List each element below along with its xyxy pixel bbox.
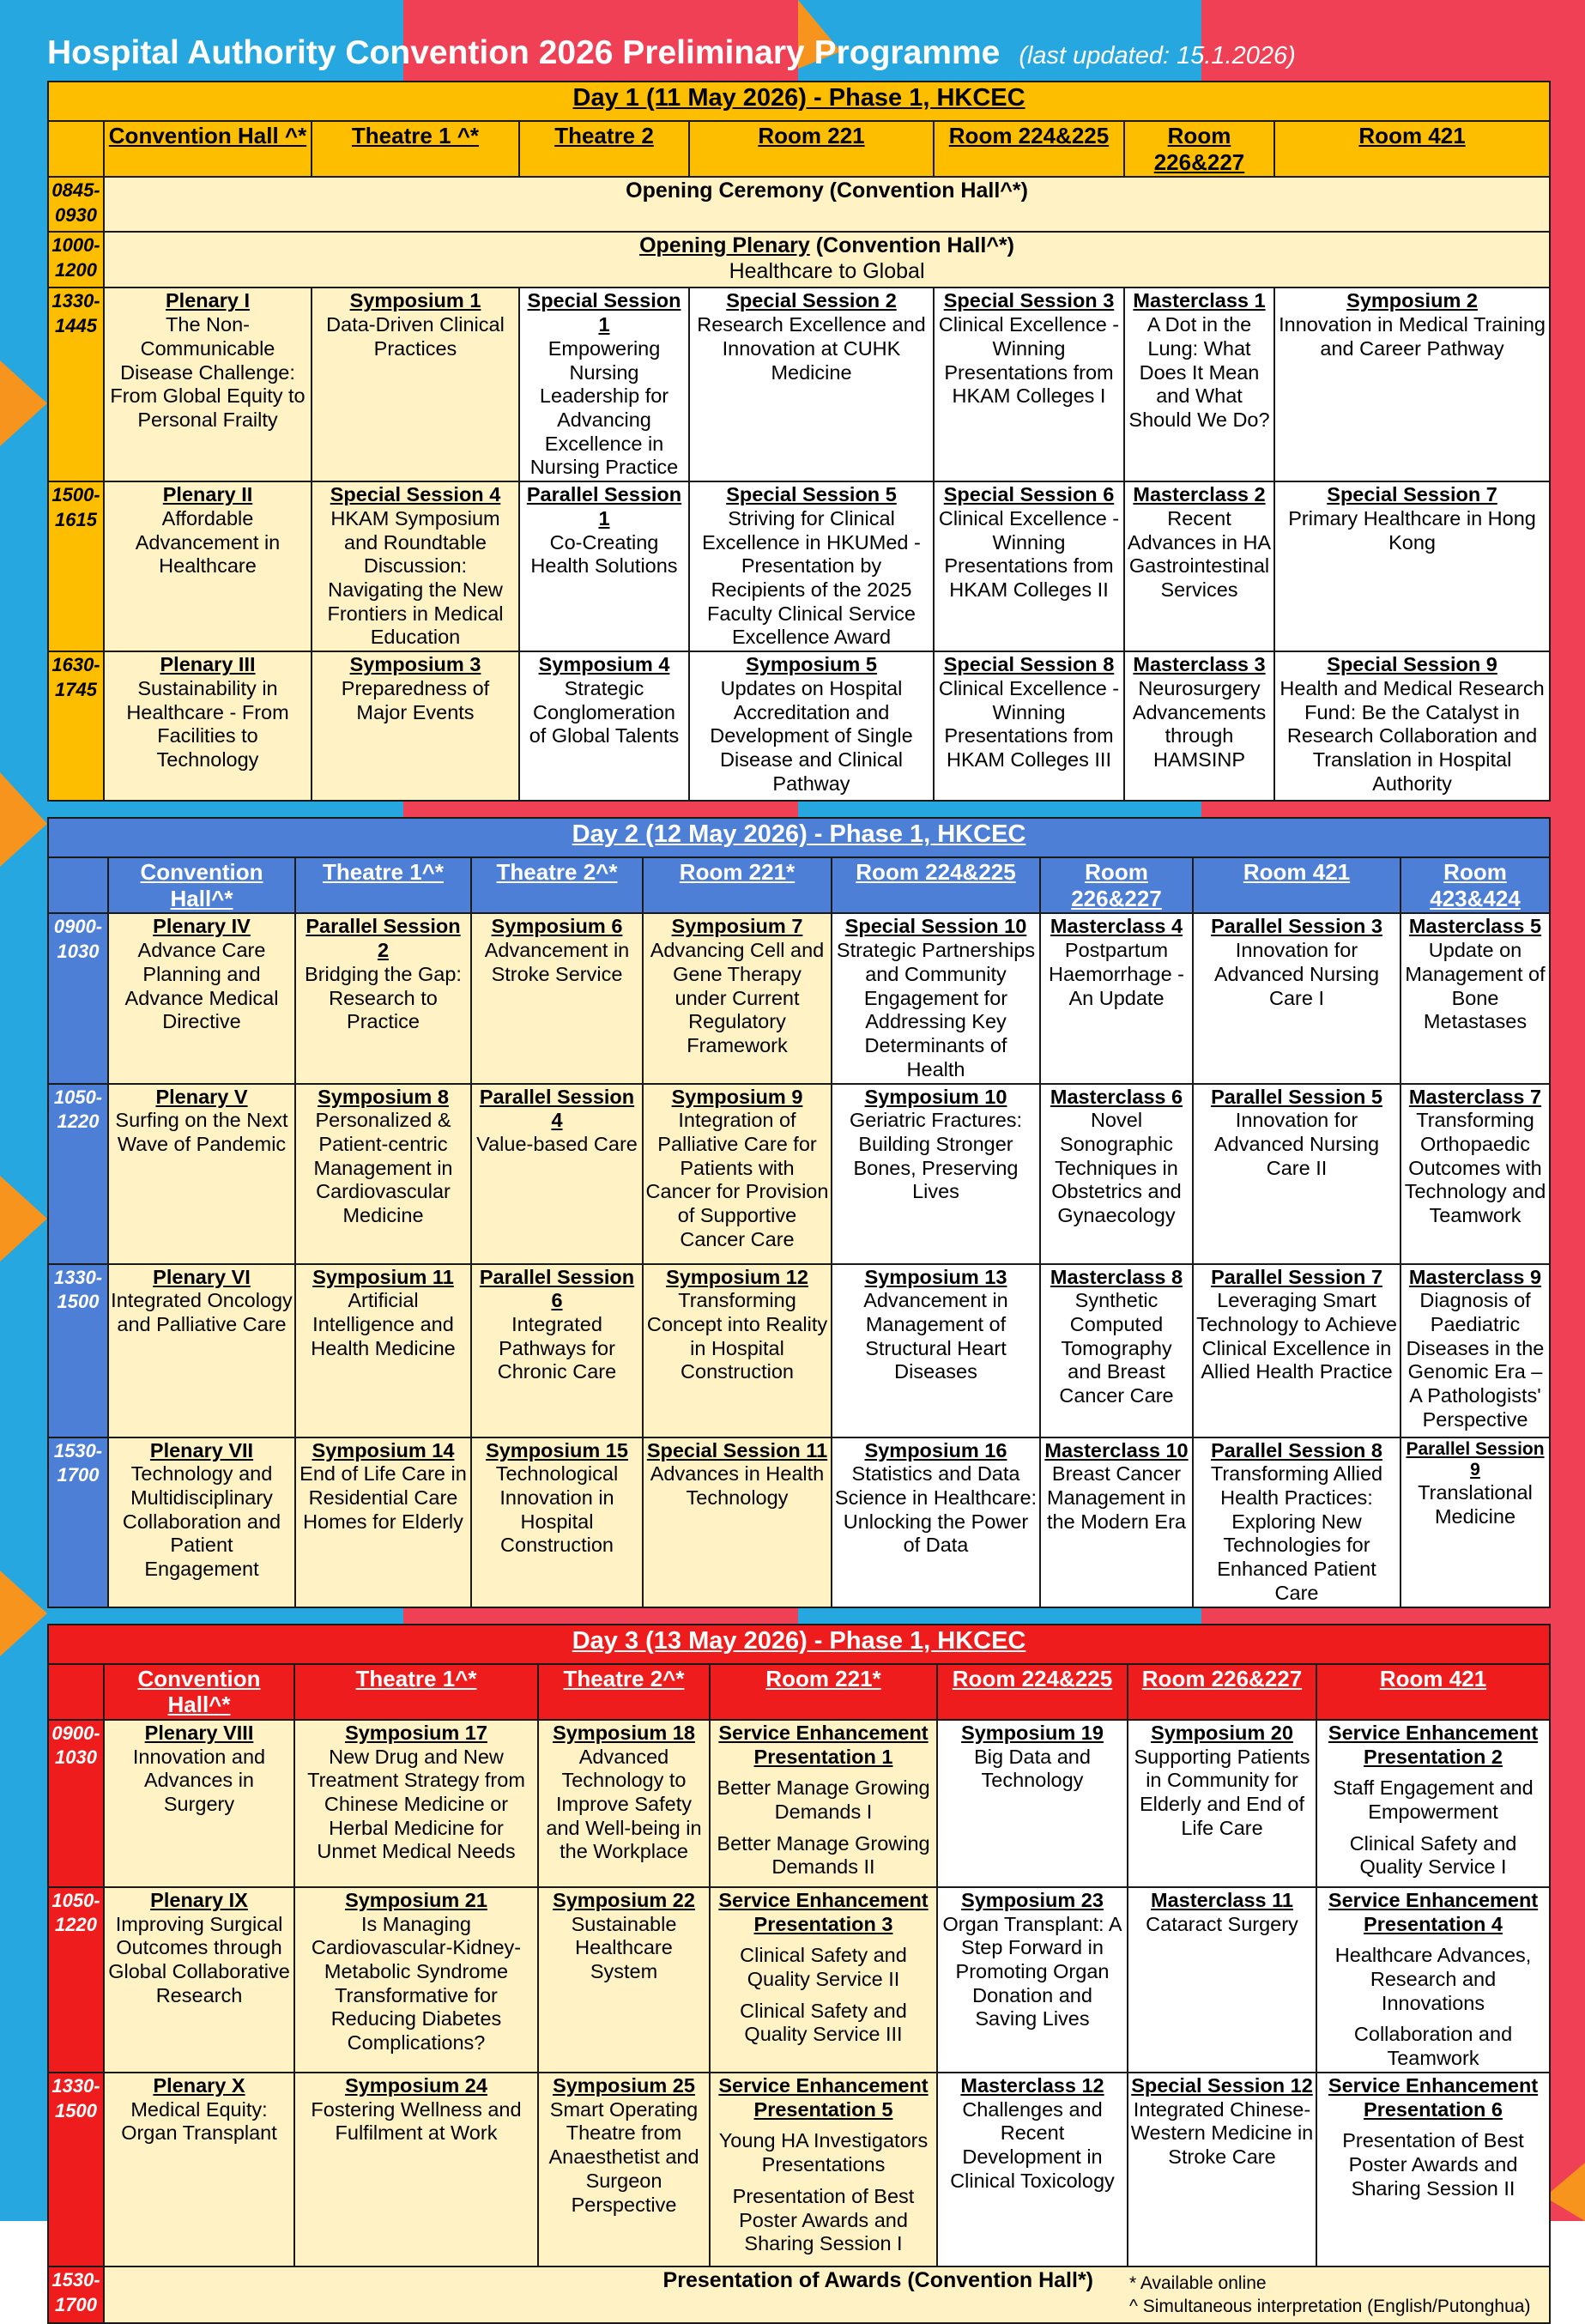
session-cell: [538, 1720, 710, 1887]
presentation-of-awards: Presentation of Awards (Convention Hall*): [104, 2267, 1128, 2323]
session-title: Symposium 6: [491, 915, 623, 938]
day2-header: Day 2 (12 May 2026) - Phase 1, HKCEC: [48, 818, 1550, 857]
session-cell: [538, 2073, 710, 2267]
session-title: Service Enhancement Presentation 3: [718, 1888, 929, 1935]
session-title: Plenary III: [160, 653, 256, 676]
session-cell: [104, 1887, 294, 2073]
session-title: Plenary I: [166, 289, 250, 312]
session-topic: Smart Operating Theatre from Anaesthetist and Surgeon Perspective: [548, 2097, 699, 2216]
session-title: Symposium 4: [538, 653, 670, 676]
session-topic: HKAM Symposium and Roundtable Discussion: Navigating the New Frontiers in Medical Education: [327, 506, 504, 649]
session-title: Parallel Session 5: [1211, 1085, 1382, 1108]
session-cell: [710, 1887, 937, 2073]
session-cell: [937, 2073, 1128, 2267]
session-title: Service Enhancement Presentation 5: [718, 2073, 929, 2121]
day1-table: [47, 81, 1551, 802]
session-topic: Advances in Health Technology: [650, 1462, 825, 1509]
session-cell: [295, 1084, 471, 1264]
session-topic: Staff Engagement and Empowerment: [1333, 1776, 1534, 1824]
session-cell: [295, 913, 471, 1083]
session-title: Symposium 12: [666, 1265, 808, 1288]
session-title: Masterclass 10: [1044, 1438, 1189, 1462]
session-topic: Medical Equity: Organ Transplant: [121, 2097, 277, 2145]
session-title: Symposium 17: [345, 1721, 487, 1744]
venue-header: Room 224&225: [934, 121, 1124, 177]
venue-header: Convention Hall ^*: [104, 121, 312, 177]
session-topic: Better Manage Growing Demands II: [717, 1831, 930, 1879]
time-slot: 1000-1200: [48, 232, 104, 287]
day2-session-row: [48, 913, 1550, 1083]
day1-session-row: [48, 651, 1550, 801]
session-title: Special Session 6: [943, 483, 1115, 506]
session-title: Masterclass 8: [1050, 1265, 1183, 1288]
session-title: Parallel Session 3: [1211, 915, 1382, 938]
session-cell: [1400, 1084, 1550, 1264]
session-topic: Fostering Wellness and Fulfilment at Work: [311, 2097, 522, 2145]
session-topic: Leveraging Smart Technology to Achieve Clinical Excellence in Allied Health Practice: [1196, 1289, 1397, 1383]
session-title: Special Session 5: [726, 483, 897, 506]
session-title: Service Enhancement Presentation 4: [1328, 1888, 1539, 1935]
session-title: Symposium 16: [864, 1438, 1007, 1462]
session-topic: Innovation and Advances in Surgery: [132, 1745, 266, 1816]
session-title: Plenary II: [162, 483, 253, 506]
session-topic: Integrated Oncology and Palliative Care: [111, 1289, 293, 1335]
session-topic: Translational Medicine: [1418, 1481, 1533, 1528]
session-title: Masterclass 12: [960, 2073, 1104, 2097]
session-topic: Better Manage Growing Demands I: [717, 1776, 930, 1824]
session-cell: [832, 913, 1040, 1083]
session-title: Symposium 2: [1346, 289, 1478, 312]
day2-session-row: [48, 1264, 1550, 1437]
time-slot: 1530-1700: [48, 1437, 108, 1607]
day3-session-row: [48, 1720, 1550, 1887]
opening-ceremony: Opening Ceremony (Convention Hall^*): [104, 177, 1550, 232]
session-cell: [1316, 2073, 1550, 2267]
session-title: Parallel Session 8: [1211, 1438, 1382, 1462]
session-title: Symposium 14: [312, 1438, 455, 1462]
session-topic: Synthetic Computed Tomography and Breast Cancer Care: [1059, 1289, 1174, 1407]
session-cell: [1128, 1720, 1316, 1887]
venue-header: Theatre 1^*: [295, 857, 471, 913]
time-col-header: [48, 1664, 104, 1720]
session-topic: Clinical Safety and Quality Service I: [1349, 1831, 1517, 1879]
day2-session-row: [48, 1437, 1550, 1607]
footnote-interpretation: ^ Simultaneous interpretation (English/Putonghua): [1129, 2296, 1531, 2316]
session-topic: Bridging the Gap: Research to Practice: [305, 962, 462, 1033]
session-cell: [689, 651, 934, 801]
session-topic: Innovation for Advanced Nursing Care I: [1213, 939, 1380, 1009]
session-cell: [104, 1720, 294, 1887]
session-title: Plenary IX: [150, 1888, 248, 1911]
session-topic: Breast Cancer Management in the Modern Era: [1047, 1462, 1186, 1533]
session-cell: [108, 913, 295, 1083]
session-topic: Challenges and Recent Development in Clinical Toxicology: [950, 2097, 1115, 2192]
session-topic: Surfing on the Next Wave of Pandemic: [115, 1109, 288, 1155]
session-topic: Integration of Palliative Care for Patients with Cancer for Provision of Supportive Cancer Care: [645, 1109, 829, 1250]
venue-header: Room 221: [689, 121, 934, 177]
session-cell: [104, 287, 312, 481]
session-topic: Is Managing Cardiovascular-Kidney-Metabolic Syndrome Transformative for Reducing Diabetes Complications?: [311, 1912, 522, 2055]
session-title: Service Enhancement Presentation 6: [1328, 2073, 1539, 2121]
session-title: Symposium 13: [864, 1265, 1007, 1288]
venue-header: Convention Hall^*: [104, 1664, 294, 1720]
session-cell: [1128, 2073, 1316, 2267]
session-cell: [643, 1084, 832, 1264]
opening-plenary-venue: (Convention Hall^*): [809, 233, 1014, 258]
session-cell: [1193, 913, 1400, 1083]
day1-session-row: [48, 481, 1550, 651]
session-topic: Advancement in Stroke Service: [484, 939, 630, 985]
session-title: Parallel Session 1: [526, 483, 682, 530]
session-cell: [471, 1084, 643, 1264]
session-cell: [1193, 1437, 1400, 1607]
session-cell: [643, 1437, 832, 1607]
session-topic: Clinical Excellence - Winning Presentations from HKAM Colleges I: [938, 313, 1120, 408]
session-cell: [312, 287, 519, 481]
venue-header: Room 421: [1193, 857, 1400, 913]
session-title: Special Session 9: [1327, 653, 1497, 676]
session-title: Symposium 11: [312, 1265, 454, 1288]
session-title: Parallel Session 6: [479, 1265, 635, 1312]
session-topic: Transforming Allied Health Practices: Exploring New Technologies for Enhanced Patient Care: [1210, 1462, 1383, 1604]
session-title: Symposium 5: [746, 653, 877, 676]
session-title: Symposium 7: [671, 915, 803, 938]
session-topic: Cataract Surgery: [1146, 1912, 1298, 1935]
session-title: Special Session 8: [943, 653, 1115, 676]
session-cell: [1274, 287, 1550, 481]
session-topic: Value-based Care: [476, 1132, 638, 1155]
session-title: Symposium 24: [345, 2073, 487, 2097]
session-cell: [108, 1437, 295, 1607]
session-cell: [538, 1887, 710, 2073]
session-topic: Transforming Concept into Reality in Hospital Construction: [646, 1289, 828, 1383]
session-cell: [1040, 1084, 1193, 1264]
session-title: Masterclass 1: [1133, 289, 1266, 312]
venue-header: Theatre 2^*: [471, 857, 643, 913]
session-topic: Research Excellence and Innovation at CUHK Medicine: [697, 313, 926, 384]
session-cell: [1316, 1887, 1550, 2073]
session-topic: Striving for Clinical Excellence in HKUMed - Presentation by Recipients of the 2025 Faculty Clinical Service Excellence Award: [702, 506, 921, 649]
session-title: Special Session 3: [943, 289, 1115, 312]
session-title: Symposium 18: [553, 1721, 695, 1744]
session-cell: [519, 651, 689, 801]
session-topic: Postpartum Haemorrhage - An Update: [1048, 939, 1185, 1009]
session-title: Plenary VIII: [144, 1721, 254, 1744]
session-title: Symposium 22: [553, 1888, 695, 1911]
venue-header: Room 226&227: [1124, 121, 1274, 177]
session-cell: [643, 913, 832, 1083]
session-cell: [1193, 1084, 1400, 1264]
session-cell: [1040, 913, 1193, 1083]
session-topic: Co-Creating Health Solutions: [530, 530, 678, 578]
venue-header: Convention Hall^*: [108, 857, 295, 913]
session-title: Special Session 7: [1327, 483, 1497, 506]
session-cell: [1124, 651, 1274, 801]
session-topic: Novel Sonographic Techniques in Obstetrics and Gynaecology: [1051, 1109, 1182, 1227]
session-title: Parallel Session 7: [1211, 1265, 1382, 1288]
time-slot: 1050-1220: [48, 1084, 108, 1264]
session-cell: [689, 287, 934, 481]
session-cell: [1124, 481, 1274, 651]
session-topic: Recent Advances in HA Gastrointestinal Services: [1127, 506, 1272, 601]
session-title: Plenary V: [155, 1085, 248, 1108]
session-cell: [312, 651, 519, 801]
time-slot: 0900-1030: [48, 913, 108, 1083]
session-title: Symposium 23: [961, 1888, 1104, 1911]
session-title: Symposium 25: [553, 2073, 695, 2097]
session-title: Masterclass 3: [1133, 653, 1266, 676]
time-slot: 1500-1615: [48, 481, 104, 651]
session-topic: Updates on Hospital Accreditation and Development of Single Disease and Clinical Pathway: [710, 676, 913, 795]
session-topic: Healthcare Advances, Research and Innovations: [1334, 1944, 1532, 2014]
session-topic: Strategic Conglomeration of Global Talents: [529, 676, 680, 747]
session-title: Service Enhancement Presentation 2: [1328, 1721, 1539, 1768]
session-cell: [937, 1720, 1128, 1887]
session-topic: Clinical Excellence - Winning Presentations from HKAM Colleges II: [938, 506, 1120, 601]
session-cell: [1040, 1437, 1193, 1607]
session-topic: Integrated Chinese-Western Medicine in Stroke Care: [1130, 2097, 1314, 2169]
session-topic: Big Data and Technology: [974, 1745, 1091, 1792]
session-cell: [471, 1264, 643, 1437]
session-cell: [832, 1264, 1040, 1437]
session-title: Masterclass 6: [1050, 1085, 1183, 1108]
session-topic: Health and Medical Research Fund: Be the Catalyst in Research Collaboration and Translation in Hospital Authority: [1279, 676, 1545, 795]
day2-session-row: [48, 1084, 1550, 1264]
session-topic: Organ Transplant: A Step Forward in Promoting Organ Donation and Saving Lives: [942, 1912, 1122, 2030]
session-cell: [934, 287, 1124, 481]
session-topic: Advancing Cell and Gene Therapy under Current Regulatory Framework: [650, 939, 825, 1057]
session-cell: [643, 1264, 832, 1437]
session-topic: Clinical Safety and Quality Service II: [740, 1944, 907, 1991]
session-cell: [1274, 481, 1550, 651]
session-topic: Presentation of Best Poster Awards and Sharing Session I: [732, 2184, 915, 2255]
session-cell: [1193, 1264, 1400, 1437]
session-title: Masterclass 5: [1408, 915, 1542, 938]
time-slot: 1330-1445: [48, 287, 104, 481]
session-title: Symposium 20: [1151, 1721, 1293, 1744]
session-title: Masterclass 9: [1408, 1265, 1542, 1288]
session-title: Masterclass 7: [1408, 1085, 1542, 1108]
session-topic: Transforming Orthopaedic Outcomes with Technology and Teamwork: [1404, 1109, 1546, 1227]
session-title: Masterclass 11: [1151, 1888, 1293, 1911]
last-updated-note: (last updated: 15.1.2026): [1019, 42, 1296, 70]
session-topic: Innovation in Medical Training and Career Pathway: [1279, 313, 1546, 360]
session-topic: End of Life Care in Residential Care Homes for Elderly: [299, 1462, 467, 1533]
session-title: Symposium 1: [349, 289, 481, 312]
session-title: Symposium 15: [486, 1438, 628, 1462]
venue-header: Theatre 1 ^*: [312, 121, 519, 177]
day3-session-row: [48, 1887, 1550, 2073]
session-cell: [294, 2073, 538, 2267]
time-col-header: [48, 857, 108, 913]
session-topic: Advancement in Management of Structural Heart Diseases: [863, 1289, 1008, 1383]
session-cell: [710, 1720, 937, 1887]
day3-header: Day 3 (13 May 2026) - Phase 1, HKCEC: [48, 1625, 1550, 1664]
session-title: Special Session 2: [726, 289, 897, 312]
session-title: Symposium 9: [671, 1085, 803, 1108]
opening-plenary-subtitle: Healthcare to Global: [729, 258, 925, 283]
session-topic: Clinical Excellence - Winning Presentations from HKAM Colleges III: [938, 676, 1120, 771]
time-slot: 1330-1500: [48, 2073, 104, 2267]
session-topic: New Drug and New Treatment Strategy from Chinese Medicine or Herbal Medicine for Unmet Medical Needs: [307, 1745, 525, 1863]
session-title: Symposium 19: [961, 1721, 1104, 1744]
session-title: Plenary VII: [149, 1438, 254, 1462]
time-slot: 1530-1700: [48, 2267, 104, 2323]
opening-plenary: [104, 232, 1550, 287]
time-slot: 1630-1745: [48, 651, 104, 801]
venue-header: Room 221*: [643, 857, 832, 913]
session-topic: Supporting Patients in Community for Elderly and End of Life Care: [1134, 1745, 1310, 1839]
venue-header: Room 423&424: [1400, 857, 1550, 913]
venue-header: Room 221*: [710, 1664, 937, 1720]
session-cell: [1400, 1437, 1550, 1607]
session-cell: [104, 481, 312, 651]
session-cell: [1400, 913, 1550, 1083]
session-cell: [1128, 1887, 1316, 2073]
session-cell: [295, 1437, 471, 1607]
session-cell: [710, 2073, 937, 2267]
session-topic: Advance Care Planning and Advance Medical Directive: [124, 939, 279, 1033]
footnote-online: * Available online: [1129, 2273, 1267, 2293]
session-title: Plenary VI: [153, 1265, 251, 1288]
venue-header: Room 224&225: [832, 857, 1040, 913]
session-cell: [312, 481, 519, 651]
session-cell: [689, 481, 934, 651]
session-cell: [471, 1437, 643, 1607]
session-cell: [1040, 1264, 1193, 1437]
session-title: Special Session 12: [1131, 2073, 1313, 2097]
session-topic: Empowering Nursing Leadership for Advancing Excellence in Nursing Practice: [529, 336, 679, 479]
session-topic: Strategic Partnerships and Community Engagement for Addressing Key Determinants of Health: [836, 939, 1036, 1080]
session-topic: Primary Healthcare in Hong Kong: [1288, 506, 1536, 554]
session-title: Special Session 4: [330, 483, 501, 506]
venue-header: Room 421: [1316, 1664, 1550, 1720]
session-topic: Presentation of Best Poster Awards and Sharing Session II: [1342, 2129, 1524, 2200]
venue-header: Room 224&225: [937, 1664, 1128, 1720]
time-slot: 1330-1500: [48, 1264, 108, 1437]
footnotes: [1128, 2267, 1550, 2323]
venue-header: Room 421: [1274, 121, 1550, 177]
day1-session-row: [48, 287, 1550, 481]
programme-page: [47, 34, 1549, 2324]
session-topic: Advanced Technology to Improve Safety and Well-being in the Workplace: [546, 1745, 702, 1863]
venue-header: Room 226&227: [1040, 857, 1193, 913]
session-title: Symposium 8: [318, 1085, 449, 1108]
session-topic: Improving Surgical Outcomes through Global Collaborative Research: [108, 1912, 290, 2006]
day3-table: [47, 1624, 1551, 2324]
session-title: Parallel Session 4: [479, 1085, 635, 1132]
time-col-header: [48, 121, 104, 177]
session-cell: [832, 1437, 1040, 1607]
session-title: Plenary X: [153, 2073, 245, 2097]
session-cell: [1274, 651, 1550, 801]
session-topic: Affordable Advancement in Healthcare: [135, 506, 281, 578]
venue-header: Room 226&227: [1128, 1664, 1316, 1720]
session-topic: Neurosurgery Advancements through HAMSINP: [1132, 676, 1267, 771]
session-title: Symposium 10: [864, 1085, 1007, 1108]
session-topic: Technology and Multidisciplinary Collaboration and Patient Engagement: [122, 1462, 281, 1581]
time-slot: 1050-1220: [48, 1887, 104, 2073]
session-title: Symposium 3: [349, 653, 481, 676]
session-topic: Sustainability in Healthcare - From Facilities to Technology: [126, 676, 289, 771]
session-topic: Diagnosis of Paediatric Diseases in the Genomic Era – A Pathologists' Perspective: [1406, 1289, 1545, 1431]
session-topic: Geriatric Fractures: Building Stronger Bones, Preserving Lives: [849, 1109, 1023, 1203]
day1-header: Day 1 (11 May 2026) - Phase 1, HKCEC: [48, 82, 1550, 121]
session-topic: Statistics and Data Science in Healthcare: Unlocking the Power of Data: [834, 1462, 1038, 1557]
session-topic: Artificial Intelligence and Health Medicine: [311, 1289, 456, 1359]
session-cell: [104, 651, 312, 801]
session-cell: [294, 1720, 538, 1887]
session-topic: Young HA Investigators Presentations: [718, 2129, 929, 2176]
session-topic: Sustainable Healthcare System: [571, 1912, 677, 1983]
day2-table: [47, 817, 1551, 1607]
session-cell: [1124, 287, 1274, 481]
session-title: Symposium 21: [345, 1888, 487, 1911]
session-title: Special Session 1: [527, 289, 681, 336]
session-topic: Collaboration and Teamwork: [1353, 2023, 1513, 2070]
opening-plenary-title: Opening Plenary: [639, 233, 810, 258]
session-cell: [108, 1264, 295, 1437]
session-title: Parallel Session 9: [1406, 1438, 1545, 1480]
session-cell: [294, 1887, 538, 2073]
session-topic: Personalized & Patient-centric Management in Cardiovascular Medicine: [313, 1109, 453, 1227]
session-cell: [934, 481, 1124, 651]
session-cell: [832, 1084, 1040, 1264]
session-cell: [471, 913, 643, 1083]
session-cell: [104, 2073, 294, 2267]
session-cell: [108, 1084, 295, 1264]
venue-header: Theatre 2: [519, 121, 689, 177]
session-cell: [934, 651, 1124, 801]
session-cell: [1316, 1720, 1550, 1887]
session-title: Special Session 11: [646, 1438, 828, 1462]
session-title: Special Session 10: [844, 915, 1027, 938]
session-topic: Innovation for Advanced Nursing Care II: [1213, 1109, 1380, 1179]
day3-session-row: [48, 2073, 1550, 2267]
session-title: Masterclass 4: [1050, 915, 1183, 938]
session-topic: A Dot in the Lung: What Does It Mean and What Should We Do?: [1128, 313, 1270, 431]
session-title: Plenary IV: [153, 915, 251, 938]
session-title: Masterclass 2: [1133, 483, 1266, 506]
venue-header: Theatre 1^*: [294, 1664, 538, 1720]
session-title: Parallel Session 2: [306, 915, 461, 962]
session-cell: [295, 1264, 471, 1437]
time-slot: 0900-1030: [48, 1720, 104, 1887]
venue-header: Theatre 2^*: [538, 1664, 710, 1720]
page-title: Hospital Authority Convention 2026 Preliminary Programme: [47, 34, 1001, 71]
session-title: Service Enhancement Presentation 1: [718, 1721, 929, 1768]
session-topic: The Non-Communicable Disease Challenge: From Global Equity to Personal Frailty: [110, 313, 306, 431]
title-row: [47, 34, 1549, 81]
time-slot: 0845-0930: [48, 177, 104, 232]
session-topic: Integrated Pathways for Chronic Care: [497, 1312, 617, 1383]
session-topic: Update on Management of Bone Metastases: [1405, 939, 1546, 1033]
session-cell: [1400, 1264, 1550, 1437]
session-cell: [937, 1887, 1128, 2073]
session-topic: Technological Innovation in Hospital Construction: [495, 1462, 619, 1557]
session-topic: Clinical Safety and Quality Service III: [740, 1999, 907, 2046]
session-cell: [519, 287, 689, 481]
session-topic: Data-Driven Clinical Practices: [326, 313, 505, 360]
session-topic: Preparedness of Major Events: [341, 676, 490, 723]
session-cell: [519, 481, 689, 651]
